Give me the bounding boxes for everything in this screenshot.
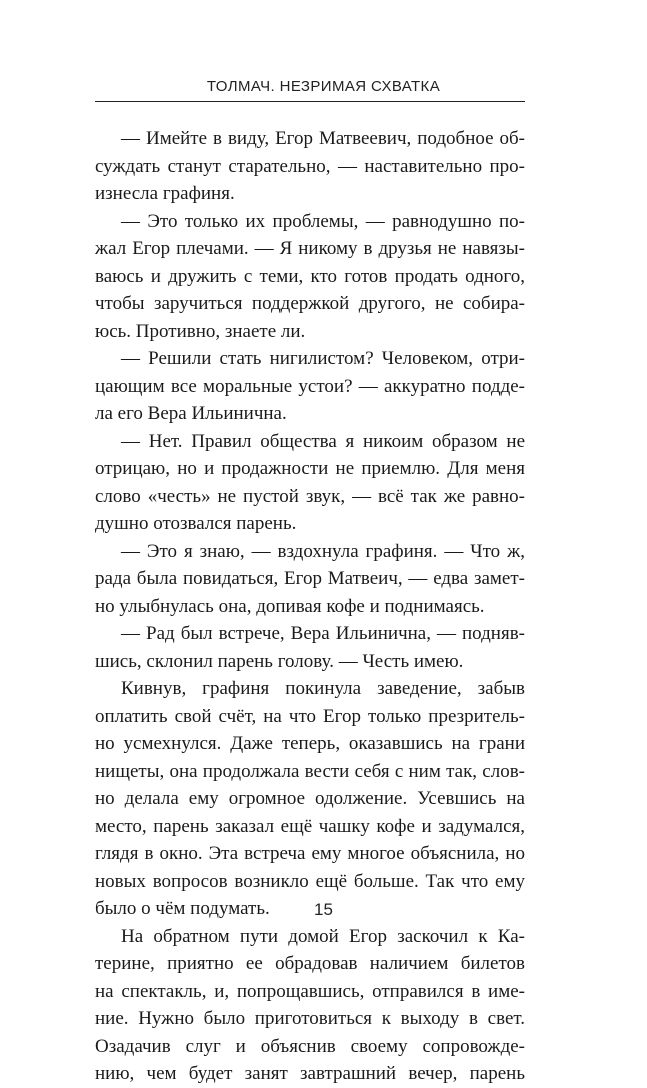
text-line: место, парень заказал ещё чашку кофе и задумался,: [95, 815, 525, 837]
text-line: отрицаю, но и продажности не приемлю. Для меня: [95, 458, 525, 479]
text-line: — Нет. Правил общества я никоим образом не: [121, 430, 525, 452]
paragraph: [95, 428, 525, 538]
text-line: юсь. Противно, знаете ли.: [95, 320, 306, 342]
paragraph: [95, 208, 525, 346]
text-line: шись, склонил парень голову. — Честь имею.: [95, 650, 464, 672]
text-line: изнесла графиня.: [95, 183, 235, 204]
text-line: глядя в окно. Эта встреча ему многое объяснила, но: [95, 843, 525, 864]
running-title: ТОЛМАЧ. НЕЗРИМАЯ СХВАТКА: [206, 78, 441, 95]
paragraph: [95, 538, 525, 621]
text-line: чтобы заручиться поддержкой другого, не собира-: [95, 293, 525, 314]
text-line: — Это только их проблемы, — равнодушно по-: [121, 210, 525, 232]
text-line: было о чём подумать.: [95, 898, 270, 919]
paragraph: [95, 923, 525, 1088]
text-line: — Имейте в виду, Егор Матвеевич, подобное об-: [121, 128, 525, 149]
text-line: слово «честь» не пустой звук, — всё так же равно-: [95, 485, 525, 507]
text-line: Озадачив слуг и объяснив своему сопровожде-: [95, 1035, 525, 1057]
text-line: новых вопросов возникло ещё больше. Так что ему: [95, 870, 525, 892]
body-text: [95, 125, 525, 1088]
text-line: ние. Нужно было приготовиться к выходу в свет.: [95, 1008, 525, 1029]
text-line: ла его Вера Ильинична.: [95, 403, 287, 424]
text-line: ваюсь и дружить с теми, кто готов продать одного,: [95, 265, 525, 287]
text-line: душно отозвался парень.: [95, 513, 297, 534]
text-line: оплатить свой счёт, на что Егор только презритель-: [95, 705, 525, 727]
text-line: нищеты, она продолжала вести себя с ним так, слов-: [95, 760, 525, 782]
text-line: но усмехнулся. Даже теперь, оказавшись на грани: [95, 733, 525, 754]
text-line: но улыбнулась она, допивая кофе и поднимаясь.: [95, 595, 485, 617]
paragraph: [95, 345, 525, 428]
text-line: жал Егор плечами. — Я никому в друзья не навязы-: [95, 238, 525, 259]
text-line: но делала ему огромное одолжение. Усевшись на: [95, 788, 525, 809]
text-line: суждать станут старательно, — наставительно про-: [95, 155, 525, 177]
text-line: на спектакль, и, попрощавшись, отправился в име-: [95, 980, 525, 1002]
text-line: нию, чем будет занят завтрашний вечер, парень: [95, 1063, 525, 1084]
text-line: — Это я знаю, — вздохнула графиня. — Что ж,: [121, 540, 525, 562]
text-line: цающим все моральные устои? — аккуратно подде-: [95, 375, 525, 397]
text-line: терине, приятно ее обрадовав наличием билетов: [95, 953, 525, 974]
page-number: 15: [314, 900, 333, 919]
text-line: — Рад был встрече, Вера Ильинична, — подняв-: [121, 623, 525, 644]
text-line: рада была повидаться, Егор Матвеич, — едва замет-: [95, 568, 525, 589]
paragraph: [95, 675, 525, 923]
header-rule: [95, 101, 525, 102]
text-line: Кивнув, графиня покинула заведение, забыв: [121, 678, 525, 699]
paragraph: [95, 620, 525, 675]
text-line: — Решили стать нигилистом? Человеком, отри-: [121, 348, 525, 369]
text-line: На обратном пути домой Егор заскочил к Ка-: [121, 925, 525, 947]
paragraph: [95, 125, 525, 208]
